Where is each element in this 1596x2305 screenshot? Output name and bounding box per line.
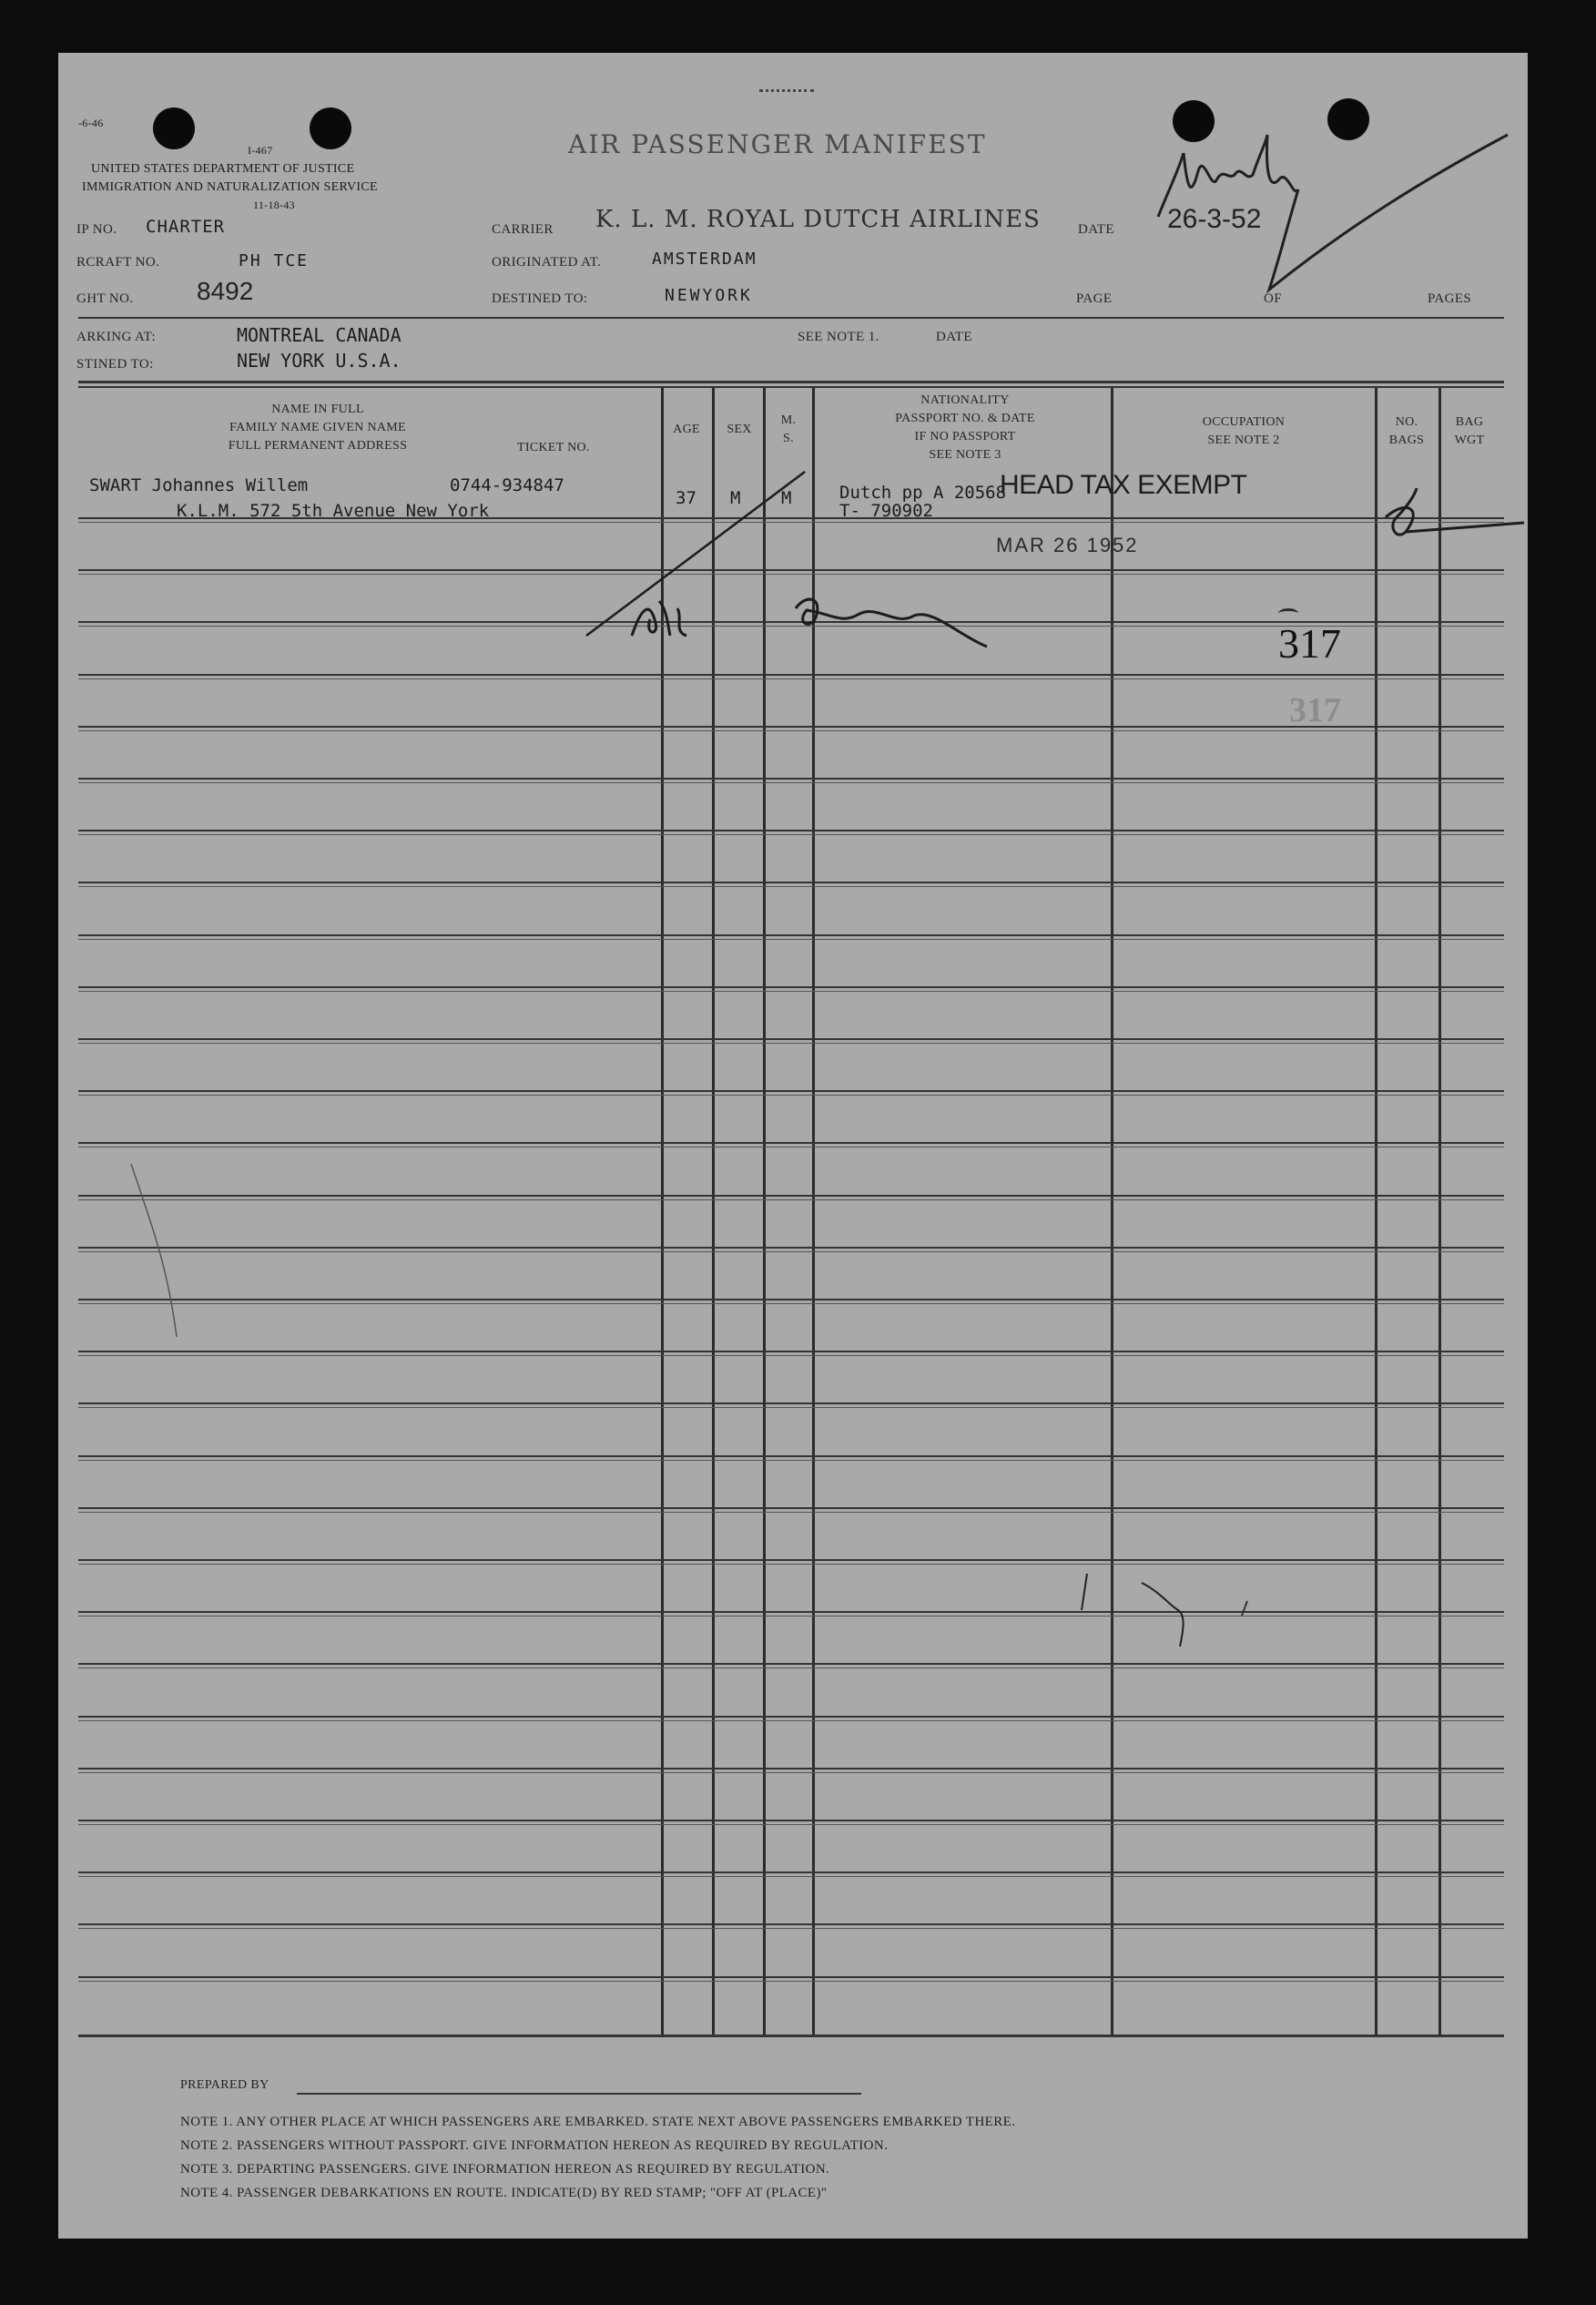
page-label: PAGE xyxy=(1076,291,1113,306)
carrier-value: K. L. M. ROYAL DUTCH AIRLINES xyxy=(595,206,1041,233)
col-name-line1: NAME IN FULL xyxy=(271,403,364,416)
column-rule xyxy=(1111,388,1113,2036)
corner-code: -6-46 xyxy=(78,117,104,129)
service-name: IMMIGRATION AND NATURALIZATION SERVICE xyxy=(82,180,378,194)
row-rule xyxy=(78,1507,1504,1509)
row-rule xyxy=(78,1038,1504,1040)
row-rule-thin xyxy=(78,1876,1504,1877)
note-2: NOTE 2. PASSENGERS WITHOUT PASSPORT. GIVE INFORMATION HEREON AS REQUIRED BY REGULATION. xyxy=(180,2138,889,2153)
destined-value: NEW YORK U.S.A. xyxy=(237,350,402,372)
punch-hole xyxy=(310,107,351,149)
embark-value: MONTREAL CANADA xyxy=(237,324,402,346)
row-rule-thin xyxy=(78,939,1504,940)
row-rule xyxy=(78,1142,1504,1144)
row-rule-thin xyxy=(78,1251,1504,1252)
row-rule xyxy=(78,1559,1504,1561)
passenger-ticket: 0744-934847 xyxy=(450,475,564,495)
passenger-passport: T- 790902 xyxy=(839,501,933,521)
divider xyxy=(78,386,1504,388)
pages-label: PAGES xyxy=(1428,291,1472,306)
note-3: NOTE 3. DEPARTING PASSENGERS. GIVE INFORMATION HEREON AS REQUIRED BY REGULATION. xyxy=(180,2162,830,2177)
col-ms-line1: M. xyxy=(780,413,797,427)
col-occupation-header xyxy=(1114,413,1373,450)
row-rule-thin xyxy=(78,730,1504,731)
flight-label: GHT NO. xyxy=(76,291,134,306)
form-date: 11-18-43 xyxy=(253,199,295,211)
carrier-label: CARRIER xyxy=(492,222,554,237)
passenger-age: 37 xyxy=(676,488,696,508)
arrival-date-stamp: MAR 26 1952 xyxy=(996,534,1139,556)
row-rule-thin xyxy=(78,1095,1504,1096)
row-rule xyxy=(78,1768,1504,1770)
prepared-by-label: PREPARED BY xyxy=(180,2078,269,2092)
row-rule-thin xyxy=(78,1928,1504,1929)
passenger-nationality: Dutch pp A 20568 xyxy=(839,483,1007,503)
row-rule-thin xyxy=(78,1720,1504,1721)
row-rule-thin xyxy=(78,886,1504,887)
row-rule-thin xyxy=(78,1303,1504,1304)
row-rule xyxy=(78,986,1504,988)
manifest-sheet xyxy=(58,53,1528,2239)
col-nat-line4: SEE NOTE 3 xyxy=(929,448,1001,462)
col-weight-header xyxy=(1442,413,1497,450)
divider xyxy=(78,381,1504,383)
head-tax-exempt-stamp: HEAD TAX EXEMPT xyxy=(1000,470,1247,500)
col-name-line3: FULL PERMANENT ADDRESS xyxy=(228,439,408,453)
row-rule xyxy=(78,1195,1504,1197)
col-age-header: AGE xyxy=(673,423,700,436)
row-rule xyxy=(78,1402,1504,1404)
passenger-sex: M xyxy=(730,488,741,508)
col-bags-line2: BAGS xyxy=(1388,433,1425,447)
row-rule xyxy=(78,1090,1504,1092)
aircraft-value: PH TCE xyxy=(239,251,310,270)
row-rule xyxy=(78,830,1504,831)
col-bags-line1: NO. xyxy=(1395,415,1418,429)
col-ms-line2: S. xyxy=(783,432,794,445)
dest-label: DESTINED TO: xyxy=(492,291,588,306)
prepared-by-line xyxy=(297,2093,861,2095)
date-value: 26-3-52 xyxy=(1167,204,1262,234)
row-rule-thin xyxy=(78,1199,1504,1200)
pencil-marks xyxy=(1069,1565,1306,1674)
row-rule-thin xyxy=(78,782,1504,783)
row-rule xyxy=(78,1299,1504,1300)
form-number: I-467 xyxy=(248,144,273,157)
tick-mark xyxy=(1278,608,1298,618)
col-nat-line3: IF NO PASSPORT xyxy=(914,430,1016,444)
row-rule xyxy=(78,882,1504,883)
row-rule xyxy=(78,778,1504,780)
row-rule-thin xyxy=(78,1824,1504,1825)
origin-label: ORIGINATED AT. xyxy=(492,255,602,270)
row-rule xyxy=(78,674,1504,676)
number-stamp: 317 xyxy=(1278,620,1341,667)
embark-label: ARKING AT: xyxy=(76,330,157,344)
destined-label: STINED TO: xyxy=(76,357,154,372)
ship-label: IP NO. xyxy=(76,222,117,237)
column-rule xyxy=(1375,388,1377,2036)
row-rule-thin xyxy=(78,1772,1504,1773)
col-name-header xyxy=(168,401,468,455)
row-rule xyxy=(78,1351,1504,1352)
col-wgt-line2: WGT xyxy=(1454,433,1485,447)
row-rule-thin xyxy=(78,1407,1504,1408)
row-rule xyxy=(78,1455,1504,1457)
row-rule-thin xyxy=(78,1981,1504,1982)
dept-name: UNITED STATES DEPARTMENT OF JUSTICE xyxy=(91,162,355,176)
passenger-address: K.L.M. 572 5th Avenue New York xyxy=(177,501,490,521)
note-date-label: DATE xyxy=(936,330,972,344)
pencil-stroke xyxy=(122,1155,195,1355)
col-nat-line1: NATIONALITY xyxy=(920,393,1010,407)
row-rule-thin xyxy=(78,1512,1504,1513)
table-bottom-rule xyxy=(78,2035,1504,2037)
col-name-line2: FAMILY NAME GIVEN NAME xyxy=(229,421,406,434)
column-rule xyxy=(1438,388,1441,2036)
col-sex-header: SEX xyxy=(727,423,752,436)
row-rule xyxy=(78,1872,1504,1873)
row-rule xyxy=(78,1923,1504,1925)
col-occ-line2: SEE NOTE 2 xyxy=(1207,433,1280,447)
row-rule-thin xyxy=(78,991,1504,992)
ship-value: CHARTER xyxy=(146,217,226,237)
col-nat-line2: PASSPORT NO. & DATE xyxy=(895,412,1035,425)
dest-value: NEWYORK xyxy=(665,286,753,305)
of-label: OF xyxy=(1264,291,1282,306)
row-rule xyxy=(78,1976,1504,1978)
row-rule-thin xyxy=(78,834,1504,835)
divider xyxy=(78,317,1504,319)
row-rule xyxy=(78,1820,1504,1821)
col-ticket-header: TICKET NO. xyxy=(517,441,590,454)
flight-value: 8492 xyxy=(197,277,254,305)
row-rule-thin xyxy=(78,1043,1504,1044)
row-rule-thin xyxy=(78,1460,1504,1461)
row-rule xyxy=(78,934,1504,936)
col-occ-line1: OCCUPATION xyxy=(1202,415,1286,429)
row-rule-thin xyxy=(78,678,1504,679)
row-rule xyxy=(78,1247,1504,1249)
note1-label: SEE NOTE 1. xyxy=(798,330,879,344)
origin-value: AMSTERDAM xyxy=(652,250,757,269)
col-wgt-line1: BAG xyxy=(1455,415,1484,429)
note-4: NOTE 4. PASSENGER DEBARKATIONS EN ROUTE. INDICATE(D) BY RED STAMP; "OFF AT (PLACE)" xyxy=(180,2186,828,2200)
passenger-name: SWART Johannes Willem xyxy=(89,475,309,495)
date-label: DATE xyxy=(1078,222,1114,237)
aircraft-label: RCRAFT NO. xyxy=(76,255,160,270)
note-1: NOTE 1. ANY OTHER PLACE AT WHICH PASSENGERS ARE EMBARKED. STATE NEXT ABOVE PASSENGERS EMBARKED THERE. xyxy=(180,2115,1016,2129)
handwritten-bag-mark xyxy=(1369,481,1533,554)
row-rule-thin xyxy=(78,1355,1504,1356)
page-title: AIR PASSENGER MANIFEST xyxy=(568,129,987,159)
punch-hole xyxy=(153,107,195,149)
ink-smudge xyxy=(759,89,814,97)
passenger-marital: M xyxy=(781,488,792,508)
row-rule xyxy=(78,1716,1504,1718)
col-bags-header xyxy=(1375,413,1438,450)
faded-number-stamp: 317 xyxy=(1289,691,1341,729)
